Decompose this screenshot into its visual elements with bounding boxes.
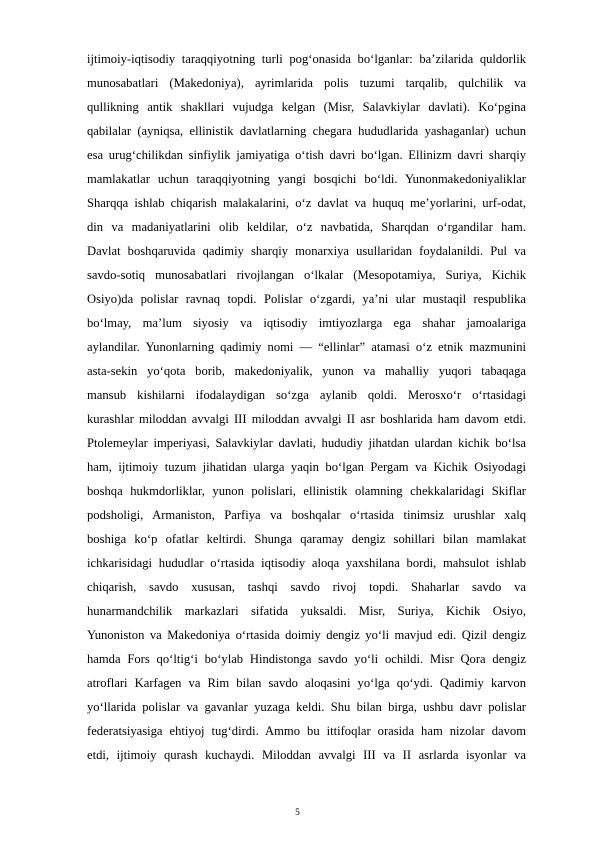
text-line: atroflari Karfagen va Rim bilan savdo aloqasini yoʻlga qoʻydi. Qadimiy karvon — [87, 676, 526, 690]
text-line: Davlat boshqaruvida qadimiy sharqiy monarxiya usullaridan foydalanildi. Pul va — [87, 244, 526, 258]
text-line: hunarmandchilik markazlari sifatida yuksaldi. Misr, Suriya, Kichik Osiyo, — [87, 604, 526, 618]
text-line: qullikning antik shakllari vujudga kelgan (Misr, Salavkiylar davlati). Koʻpgina — [87, 100, 526, 114]
text-line: Osiyo)da polislar ravnaq topdi. Polislar oʻzgardi, yaʼni ular mustaqil respublika — [87, 292, 526, 306]
text-line: kurashlar miloddan avvalgi III miloddan avvalgi II asr boshlarida ham davom etdi. — [87, 412, 526, 426]
text-line: boshqa hukmdorliklar, yunon polislari, ellinistik olamning chekkalaridagi Skiflar — [87, 484, 526, 498]
text-line: Ptolemeylar imperiyasi, Salavkiylar davlati, hududiy jihatdan ulardan kichik boʻlsa — [87, 436, 526, 450]
text-line: boshiga koʻp ofatlar keltirdi. Shunga qaramay dengiz sohillari bilan mamlakat — [87, 532, 526, 546]
page-number: 5 — [295, 808, 300, 818]
text-line: etdi, ijtimoiy qurash kuchaydi. Miloddan avvalgi III va II asrlarda isyonlar va — [87, 748, 526, 762]
text-line: chiqarish, savdo xususan, tashqi savdo rivoj topdi. Shaharlar savdo va — [87, 580, 526, 594]
text-line: podsholigi, Armaniston, Parfiya va boshqalar oʻrtasida tinimsiz urushlar xalq — [87, 508, 526, 522]
text-line: qabilalar (ayniqsa, ellinistik davlatlarning chegara hududlarida yashaganlar) uchun — [87, 124, 526, 138]
text-line: mamlakatlar uchun taraqqiyotning yangi bosqichi boʻldi. Yunonmakedoniyaliklar — [87, 172, 526, 186]
text-line: munosabatlari (Makedoniya), ayrimlarida polis tuzumi tarqalib, qulchilik va — [87, 76, 526, 90]
text-line: savdo-sotiq munosabatlari rivojlangan oʻlkalar (Mesopotamiya, Suriya, Kichik — [87, 268, 526, 282]
text-line: boʻlmay, maʼlum siyosiy va iqtisodiy imtiyozlarga ega shahar jamoalariga — [87, 316, 526, 330]
text-line: asta-sekin yoʻqota borib, makedoniyalik, yunon va mahalliy yuqori tabaqaga — [87, 364, 526, 378]
text-line: esa urugʻchilikdan sinfiylik jamiyatiga oʻtish davri boʻlgan. Ellinizm davri sharqiy — [87, 148, 526, 162]
text-line: yoʻllarida polislar va gavanlar yuzaga keldi. Shu bilan birga, ushbu davr polislar — [87, 700, 526, 714]
text-line: hamda Fors qoʻltigʻi boʻylab Hindistonga savdo yoʻli ochildi. Misr Qora dengiz — [87, 652, 526, 666]
text-line: aylandilar. Yunonlarning qadimiy nomi — “ellinlar” atamasi oʻz etnik mazmunini — [87, 340, 526, 354]
text-line: Yunoniston va Makedoniya oʻrtasida doimiy dengiz yoʻli mavjud edi. Qizil dengiz — [87, 628, 526, 642]
text-line: din va madaniyatlarini olib keldilar, oʻz navbatida, Sharqdan oʻrgandilar ham. — [87, 220, 526, 234]
text-line: federatsiyasiga ehtiyoj tugʻdirdi. Ammo bu ittifoqlar orasida ham nizolar davom — [87, 724, 526, 738]
text-line: ichkarisidagi hududlar oʻrtasida iqtisodiy aloqa yaxshilana bordi, mahsulot ishlab — [87, 556, 526, 570]
text-line: mansub kishilarni ifodalaydigan soʻzga aylanib qoldi. Merosxoʻr oʻrtasidagi — [87, 388, 526, 402]
text-line: ham, ijtimoiy tuzum jihatidan ularga yaqin boʻlgan Pergam va Kichik Osiyodagi — [87, 460, 526, 474]
text-line: ijtimoiy-iqtisodiy taraqqiyotning turli pogʻonasida boʻlganlar: baʼzilarida quldorlik — [87, 52, 526, 66]
body-text — [87, 47, 526, 767]
text-line: Sharqqa ishlab chiqarish malakalarini, oʻz davlat va huquq meʼyorlarini, urf-odat, — [87, 196, 526, 210]
